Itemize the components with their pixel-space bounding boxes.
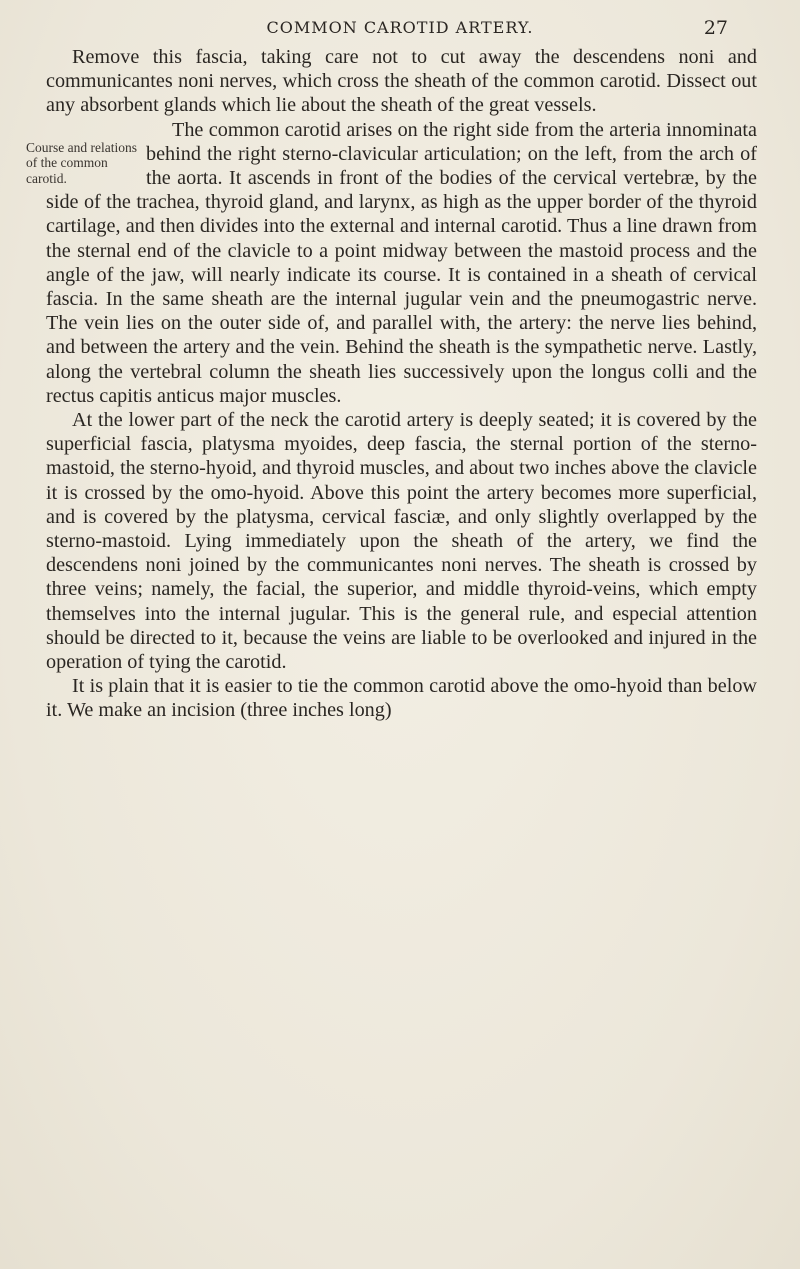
marginal-note: Course and relations of the common carotid. xyxy=(26,139,137,186)
paragraph-1: Remove this fascia, taking care not to cut away the descendens noni and communicantes noni nerves, which cross the sheath of the common carotid. Dissect out any absorbent glands which lie about the sheath of the great vessels. xyxy=(46,46,757,117)
body-text xyxy=(26,45,757,723)
running-title: COMMON CAROTID ARTERY. xyxy=(266,18,534,37)
paragraph-3: At the lower part of the neck the carotid artery is deeply seated; it is covered by the superficial fascia, platysma myoides, deep fascia, the sternal portion of the sterno-mastoid, the sterno-hyoid, and thyroid muscles, and about two inches above the clavicle it is crossed by the omo-hyoid. Above this point the artery becomes more superficial, and is covered by the platysma, cervical fasciæ, and only slightly overlapped by the sterno-mastoid. Lying immediately upon the sheath of the artery, we find the descendens noni joined by the communicantes noni nerves. The sheath is crossed by three veins; namely, the facial, the superior, and middle thyroid-veins, which empty themselves into the internal jugular. This is the general rule, and especial attention should be directed to it, because the veins are liable to be overlooked and injured in the operation of tying the carotid. xyxy=(46,409,757,674)
page-number: 27 xyxy=(703,17,728,39)
paragraph-2-block xyxy=(26,118,757,408)
paragraph-2: The common carotid arises on the right side from the arteria innominata behind the right sterno-clavicular articulation; on the left, from the arch of the aorta. It ascends in front of the bodies of the cervical vertebræ, by the side of the trachea, thyroid gland, and larynx, as high as the upper border of the thyroid cartilage, and then divides into the external and internal carotid. Thus a line drawn from the sternal end of the clavicle to a point midway between the mastoid process and the angle of the jaw, will nearly indicate its course. It is contained in a sheath of cervical fascia. In the same sheath are the internal jugular vein and the pneumogastric nerve. The vein lies on the outer side of, and parallel with, the artery: the nerve lies behind, and between the artery and the vein. Behind the sheath is the sympathetic nerve. Lastly, along the vertebral column the sheath lies successively upon the longus colli and the rectus capitis anticus major muscles. xyxy=(46,118,757,407)
paragraph-4: It is plain that it is easier to tie the common carotid above the omo-hyoid than below it. We make an incision (three inches long) xyxy=(46,675,757,722)
page-header xyxy=(0,14,800,42)
